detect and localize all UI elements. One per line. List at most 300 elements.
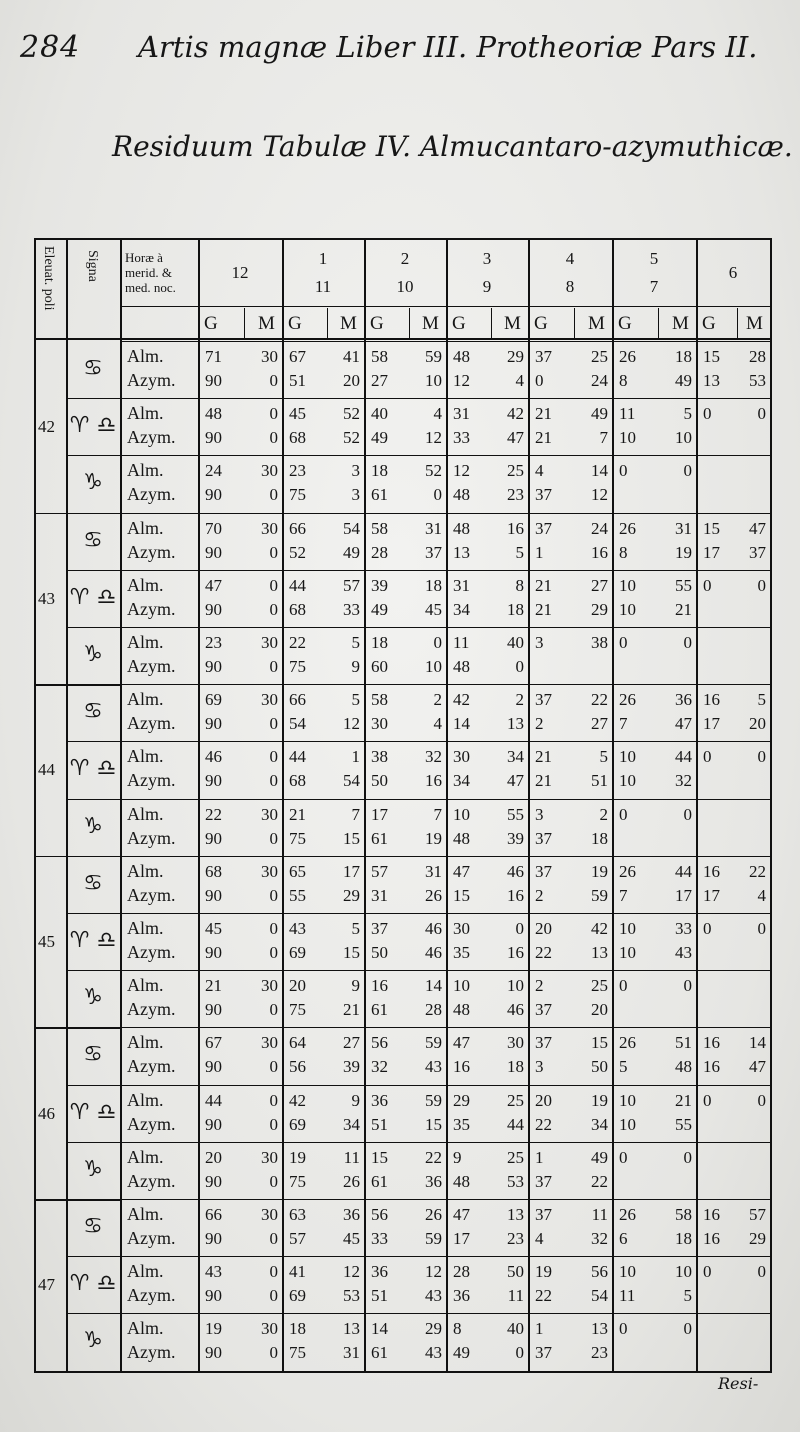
alm-minutes: 0 — [757, 919, 766, 938]
signa-header: Signa — [85, 250, 100, 282]
alm-degrees: 26 — [619, 861, 636, 881]
hour-number: 4 — [565, 249, 575, 268]
azym-minutes: 39 — [343, 1057, 360, 1077]
azym-degrees: 90 — [205, 771, 222, 791]
azym-minutes: 49 — [343, 542, 360, 562]
alm-minutes: 14 — [591, 461, 608, 481]
alm-label: Alm. — [127, 1261, 164, 1282]
running-title: Artis magnæ Liber III. Protheoriæ Pars II. — [138, 30, 758, 64]
alm-minutes: 17 — [343, 861, 360, 881]
alm-minutes: 18 — [425, 575, 442, 595]
azym-degrees: 21 — [535, 771, 552, 791]
azym-minutes: 0 — [269, 599, 278, 619]
elevation-value: 44 — [38, 760, 55, 780]
azym-degrees: 90 — [205, 1000, 222, 1020]
alm-minutes: 41 — [343, 347, 360, 366]
alm-minutes: 16 — [507, 518, 524, 538]
alm-degrees: 8 — [453, 1319, 462, 1339]
capricorn-icon: ♑ — [83, 1156, 103, 1182]
alm-degrees: 11 — [619, 404, 636, 424]
azym-minutes: 20 — [343, 371, 360, 390]
alm-degrees: 48 — [453, 518, 470, 538]
alm-minutes: 50 — [507, 1262, 524, 1282]
alm-degrees: 26 — [619, 518, 636, 538]
alm-minutes: 29 — [425, 1319, 442, 1339]
azym-degrees: 90 — [205, 714, 222, 734]
azym-degrees: 10 — [619, 771, 636, 791]
alm-degrees: 46 — [205, 747, 222, 767]
azym-minutes: 31 — [343, 1343, 360, 1363]
azym-degrees: 32 — [371, 1057, 388, 1077]
block-rule — [34, 513, 120, 515]
alm-minutes: 18 — [675, 347, 692, 366]
azym-degrees: 48 — [453, 1171, 470, 1191]
alm-minutes: 30 — [261, 461, 278, 481]
azym-minutes: 59 — [425, 1229, 442, 1248]
alm-degrees: 31 — [453, 575, 470, 595]
alm-degrees: 37 — [371, 919, 388, 938]
column-rule — [364, 238, 366, 1371]
alm-minutes: 13 — [591, 1319, 608, 1339]
alm-label: Alm. — [127, 1318, 164, 1339]
alm-minutes: 58 — [675, 1205, 692, 1224]
sign-rule — [66, 627, 120, 628]
alm-minutes: 59 — [425, 347, 442, 366]
azym-label: Azym. — [127, 598, 176, 619]
alm-degrees: 16 — [703, 861, 720, 881]
azym-minutes: 18 — [591, 828, 608, 848]
alm-minutes: 22 — [591, 690, 608, 710]
azym-minutes: 18 — [507, 599, 524, 619]
alm-minutes: 14 — [425, 976, 442, 996]
alm-minutes: 30 — [261, 1033, 278, 1053]
group-rule — [120, 1027, 770, 1028]
alm-minutes: 7 — [351, 804, 360, 824]
azym-minutes: 5 — [515, 542, 524, 562]
alm-degrees: 0 — [619, 633, 628, 652]
aries_libra-icon: ♈ ♎ — [69, 413, 117, 439]
azym-degrees: 13 — [453, 542, 470, 562]
hour-header-rule — [120, 306, 770, 307]
azym-degrees: 34 — [453, 771, 470, 791]
alm-minutes: 56 — [591, 1262, 608, 1282]
alm-degrees: 15 — [703, 347, 720, 366]
azym-minutes: 0 — [515, 1343, 524, 1363]
group-rule — [120, 513, 770, 514]
azym-degrees: 56 — [289, 1057, 306, 1077]
alm-minutes: 30 — [261, 804, 278, 824]
azym-degrees: 75 — [289, 1343, 306, 1363]
alm-minutes: 0 — [269, 404, 278, 424]
alm-degrees: 0 — [703, 575, 712, 595]
alm-minutes: 2 — [515, 690, 524, 710]
table-top-rule — [34, 238, 770, 240]
degrees-header: G — [370, 313, 384, 334]
g-m-separator — [244, 308, 245, 338]
azym-degrees: 7 — [619, 885, 628, 905]
elevation-value: 43 — [38, 588, 55, 608]
alm-minutes: 5 — [599, 747, 608, 767]
alm-minutes: 1 — [351, 747, 360, 767]
g-m-separator — [327, 308, 328, 338]
azym-minutes: 45 — [425, 599, 442, 619]
azym-minutes: 29 — [749, 1229, 766, 1248]
alm-degrees: 3 — [535, 633, 544, 652]
alm-degrees: 22 — [205, 804, 222, 824]
aries_libra-icon: ♈ ♎ — [69, 1271, 117, 1297]
azym-degrees: 10 — [619, 428, 636, 448]
azym-minutes: 59 — [591, 885, 608, 905]
azym-degrees: 5 — [619, 1057, 628, 1077]
azym-degrees: 54 — [289, 714, 306, 734]
azym-minutes: 0 — [269, 1286, 278, 1306]
elevation-value: 47 — [38, 1275, 55, 1295]
group-rule — [120, 1085, 770, 1086]
column-rule — [696, 238, 698, 1371]
alm-minutes: 10 — [675, 1262, 692, 1282]
alm-minutes: 15 — [591, 1033, 608, 1053]
azym-minutes: 0 — [269, 714, 278, 734]
alm-minutes: 5 — [351, 690, 360, 710]
alm-minutes: 0 — [515, 919, 524, 938]
minutes-header: M — [258, 313, 275, 334]
cancer-icon: ♋ — [83, 870, 103, 896]
column-rule — [198, 238, 200, 1371]
azym-minutes: 4 — [433, 714, 442, 734]
azym-degrees: 61 — [371, 1343, 388, 1363]
azym-degrees: 2 — [535, 714, 544, 734]
alm-minutes: 19 — [591, 861, 608, 881]
group-rule — [120, 398, 770, 399]
capricorn-icon: ♑ — [83, 470, 103, 496]
alm-minutes: 55 — [675, 575, 692, 595]
alm-degrees: 37 — [535, 690, 552, 710]
hour-number: 10 — [396, 277, 414, 296]
azym-degrees: 35 — [453, 943, 470, 962]
alm-minutes: 25 — [507, 1147, 524, 1167]
alm-degrees: 20 — [205, 1147, 222, 1167]
azym-degrees: 37 — [535, 1171, 552, 1191]
sign-rule — [66, 570, 120, 571]
azym-minutes: 26 — [343, 1171, 360, 1191]
group-rule — [120, 913, 770, 914]
azym-minutes: 24 — [591, 371, 608, 390]
cancer-icon: ♋ — [83, 1042, 103, 1068]
azym-minutes: 18 — [675, 1229, 692, 1248]
azym-minutes: 17 — [675, 885, 692, 905]
group-rule — [120, 970, 770, 971]
alm-minutes: 30 — [261, 690, 278, 710]
alm-degrees: 42 — [289, 1090, 306, 1110]
azym-degrees: 31 — [371, 885, 388, 905]
azym-degrees: 60 — [371, 657, 388, 676]
alm-minutes: 0 — [757, 1090, 766, 1110]
alm-degrees: 69 — [205, 690, 222, 710]
azym-label: Azym. — [127, 1342, 176, 1363]
alm-degrees: 23 — [289, 461, 306, 481]
hour-number: 1 — [318, 249, 328, 268]
alm-minutes: 0 — [269, 919, 278, 938]
azym-minutes: 49 — [675, 371, 692, 390]
alm-degrees: 26 — [619, 1205, 636, 1224]
azym-minutes: 3 — [351, 485, 360, 505]
sign-rule — [66, 799, 120, 800]
hour-number: 9 — [482, 277, 492, 296]
alm-minutes: 10 — [507, 976, 524, 996]
azym-degrees: 48 — [453, 485, 470, 505]
alm-minutes: 12 — [425, 1262, 442, 1282]
alm-minutes: 0 — [757, 404, 766, 424]
alm-degrees: 11 — [453, 633, 470, 652]
alm-degrees: 10 — [453, 976, 470, 996]
azym-minutes: 4 — [515, 371, 524, 390]
hour-number: 8 — [565, 277, 575, 296]
alm-degrees: 19 — [535, 1262, 552, 1282]
azym-degrees: 48 — [453, 828, 470, 848]
alm-minutes: 47 — [749, 518, 766, 538]
azym-minutes: 44 — [507, 1114, 524, 1134]
alm-degrees: 47 — [453, 861, 470, 881]
alm-minutes: 0 — [757, 1262, 766, 1282]
azym-minutes: 47 — [507, 428, 524, 448]
azym-degrees: 37 — [535, 828, 552, 848]
azym-label: Azym. — [127, 713, 176, 734]
azym-minutes: 0 — [269, 485, 278, 505]
alm-degrees: 57 — [371, 861, 388, 881]
azym-degrees: 69 — [289, 943, 306, 962]
alm-degrees: 0 — [703, 919, 712, 938]
azym-degrees: 12 — [453, 371, 470, 390]
azym-label: Azym. — [127, 370, 176, 390]
azym-minutes: 18 — [507, 1057, 524, 1077]
azym-minutes: 22 — [591, 1171, 608, 1191]
alm-degrees: 36 — [371, 1262, 388, 1282]
alm-degrees: 44 — [289, 575, 306, 595]
azym-degrees: 33 — [371, 1229, 388, 1248]
alm-degrees: 30 — [453, 919, 470, 938]
azym-label: Azym. — [127, 884, 176, 905]
azym-minutes: 20 — [591, 1000, 608, 1020]
azym-degrees: 68 — [289, 428, 306, 448]
capricorn-icon: ♑ — [83, 642, 103, 667]
azym-degrees: 90 — [205, 1114, 222, 1134]
alm-degrees: 2 — [535, 976, 544, 996]
block-rule — [34, 1027, 120, 1029]
alm-degrees: 64 — [289, 1033, 306, 1053]
azym-degrees: 30 — [371, 714, 388, 734]
azym-minutes: 47 — [749, 1057, 766, 1077]
azym-degrees: 55 — [289, 885, 306, 905]
azym-minutes: 52 — [343, 428, 360, 448]
alm-degrees: 18 — [289, 1319, 306, 1339]
azym-degrees: 8 — [619, 371, 628, 390]
azym-degrees: 90 — [205, 1229, 222, 1248]
column-rule — [612, 238, 614, 1371]
azym-degrees: 37 — [535, 1000, 552, 1020]
azym-minutes: 0 — [269, 943, 278, 962]
alm-minutes: 28 — [749, 347, 766, 366]
alm-degrees: 21 — [535, 747, 552, 767]
alm-minutes: 29 — [507, 347, 524, 366]
azym-minutes: 26 — [425, 885, 442, 905]
alm-degrees: 36 — [371, 1090, 388, 1110]
capricorn-icon: ♑ — [83, 1328, 103, 1354]
aries_libra-icon: ♈ ♎ — [69, 1099, 117, 1125]
alm-degrees: 37 — [535, 518, 552, 538]
azym-degrees: 8 — [619, 542, 628, 562]
azym-minutes: 48 — [675, 1057, 692, 1077]
alm-minutes: 0 — [269, 747, 278, 767]
azym-label: Azym. — [127, 656, 176, 676]
alm-degrees: 18 — [371, 461, 388, 481]
alm-degrees: 10 — [619, 1090, 636, 1110]
azym-degrees: 11 — [619, 1286, 636, 1306]
block-rule — [34, 1199, 120, 1201]
alm-degrees: 40 — [371, 404, 388, 424]
column-rule — [446, 238, 448, 1371]
alm-minutes: 3 — [351, 461, 360, 481]
elevation-value: 46 — [38, 1103, 55, 1123]
azym-degrees: 90 — [205, 885, 222, 905]
alm-degrees: 58 — [371, 690, 388, 710]
alm-degrees: 15 — [371, 1147, 388, 1167]
alm-minutes: 22 — [425, 1147, 442, 1167]
column-rule — [528, 238, 530, 1371]
cancer-icon: ♋ — [83, 356, 103, 381]
alm-label: Alm. — [127, 403, 164, 424]
alm-minutes: 30 — [261, 1319, 278, 1339]
azym-minutes: 0 — [269, 771, 278, 791]
azym-degrees: 90 — [205, 599, 222, 619]
azym-label: Azym. — [127, 999, 176, 1020]
sign-rule — [66, 455, 120, 456]
azym-degrees: 61 — [371, 1000, 388, 1020]
azym-degrees: 21 — [535, 428, 552, 448]
azym-degrees: 0 — [535, 371, 544, 390]
alm-minutes: 30 — [261, 976, 278, 996]
azym-degrees: 36 — [453, 1286, 470, 1306]
alm-degrees: 19 — [205, 1319, 222, 1339]
alm-degrees: 70 — [205, 518, 222, 538]
alm-degrees: 39 — [371, 575, 388, 595]
alm-minutes: 30 — [261, 347, 278, 366]
hour-number: 6 — [728, 263, 738, 282]
alm-minutes: 0 — [269, 1262, 278, 1282]
alm-minutes: 26 — [425, 1205, 442, 1224]
azym-degrees: 75 — [289, 1000, 306, 1020]
alm-degrees: 24 — [205, 461, 222, 481]
alm-degrees: 9 — [453, 1147, 462, 1167]
azym-label: Azym. — [127, 827, 176, 848]
alm-minutes: 4 — [433, 404, 442, 424]
azym-minutes: 43 — [425, 1057, 442, 1077]
alm-degrees: 14 — [371, 1319, 388, 1339]
alm-degrees: 47 — [453, 1033, 470, 1053]
sign-rule — [66, 398, 120, 399]
azym-degrees: 2 — [535, 885, 544, 905]
elevation-value: 42 — [38, 417, 55, 437]
azym-label: Azym. — [127, 484, 176, 505]
azym-minutes: 28 — [425, 1000, 442, 1020]
minutes-header: M — [422, 313, 439, 334]
azym-minutes: 39 — [507, 828, 524, 848]
azym-degrees: 21 — [535, 599, 552, 619]
alm-degrees: 0 — [619, 1319, 628, 1339]
azym-minutes: 19 — [425, 828, 442, 848]
alm-degrees: 0 — [619, 461, 628, 481]
alm-degrees: 48 — [205, 404, 222, 424]
aries_libra-icon: ♈ ♎ — [69, 584, 117, 610]
azym-minutes: 4 — [757, 885, 766, 905]
alm-label: Alm. — [127, 460, 164, 481]
alm-minutes: 0 — [433, 633, 442, 652]
alm-minutes: 0 — [269, 575, 278, 595]
alm-degrees: 67 — [205, 1033, 222, 1053]
azym-minutes: 21 — [343, 1000, 360, 1020]
azym-minutes: 0 — [269, 428, 278, 448]
g-m-separator — [574, 308, 575, 338]
alm-degrees: 47 — [453, 1205, 470, 1224]
azym-degrees: 37 — [535, 1343, 552, 1363]
hour-number: 5 — [649, 249, 659, 268]
azym-minutes: 53 — [749, 371, 766, 390]
alm-degrees: 66 — [289, 690, 306, 710]
alm-degrees: 43 — [289, 919, 306, 938]
sign-rule — [66, 1142, 120, 1143]
alm-degrees: 15 — [703, 518, 720, 538]
alm-minutes: 25 — [507, 1090, 524, 1110]
azym-degrees: 37 — [535, 485, 552, 505]
sign-rule — [66, 1313, 120, 1314]
alm-degrees: 66 — [205, 1205, 222, 1224]
alm-minutes: 0 — [683, 461, 692, 481]
header-bottom-rule — [34, 338, 770, 340]
alm-degrees: 22 — [289, 633, 306, 652]
azym-degrees: 68 — [289, 771, 306, 791]
alm-minutes: 11 — [591, 1205, 608, 1224]
cancer-icon: ♋ — [83, 1214, 103, 1239]
degrees-header: G — [702, 313, 716, 334]
alm-minutes: 5 — [351, 919, 360, 938]
azym-degrees: 57 — [289, 1229, 306, 1248]
alm-degrees: 0 — [703, 404, 712, 424]
azym-degrees: 52 — [289, 542, 306, 562]
alm-minutes: 57 — [343, 575, 360, 595]
g-m-separator — [737, 308, 738, 338]
aries_libra-icon: ♈ ♎ — [69, 756, 117, 782]
alm-label: Alm. — [127, 746, 164, 767]
minutes-header: M — [672, 313, 689, 334]
azym-minutes: 45 — [343, 1229, 360, 1248]
azym-degrees: 48 — [453, 657, 470, 676]
alm-minutes: 34 — [507, 747, 524, 767]
alm-degrees: 68 — [205, 861, 222, 881]
minutes-header: M — [588, 313, 605, 334]
alm-degrees: 20 — [289, 976, 306, 996]
azym-degrees: 15 — [453, 885, 470, 905]
azym-degrees: 17 — [703, 885, 720, 905]
alm-minutes: 38 — [591, 633, 608, 652]
azym-minutes: 12 — [591, 485, 608, 505]
azym-degrees: 16 — [703, 1057, 720, 1077]
azym-degrees: 69 — [289, 1114, 306, 1134]
azym-degrees: 28 — [371, 542, 388, 562]
azym-degrees: 10 — [619, 599, 636, 619]
azym-minutes: 32 — [675, 771, 692, 791]
alm-minutes: 5 — [351, 633, 360, 652]
alm-minutes: 57 — [749, 1205, 766, 1224]
azym-degrees: 68 — [289, 599, 306, 619]
